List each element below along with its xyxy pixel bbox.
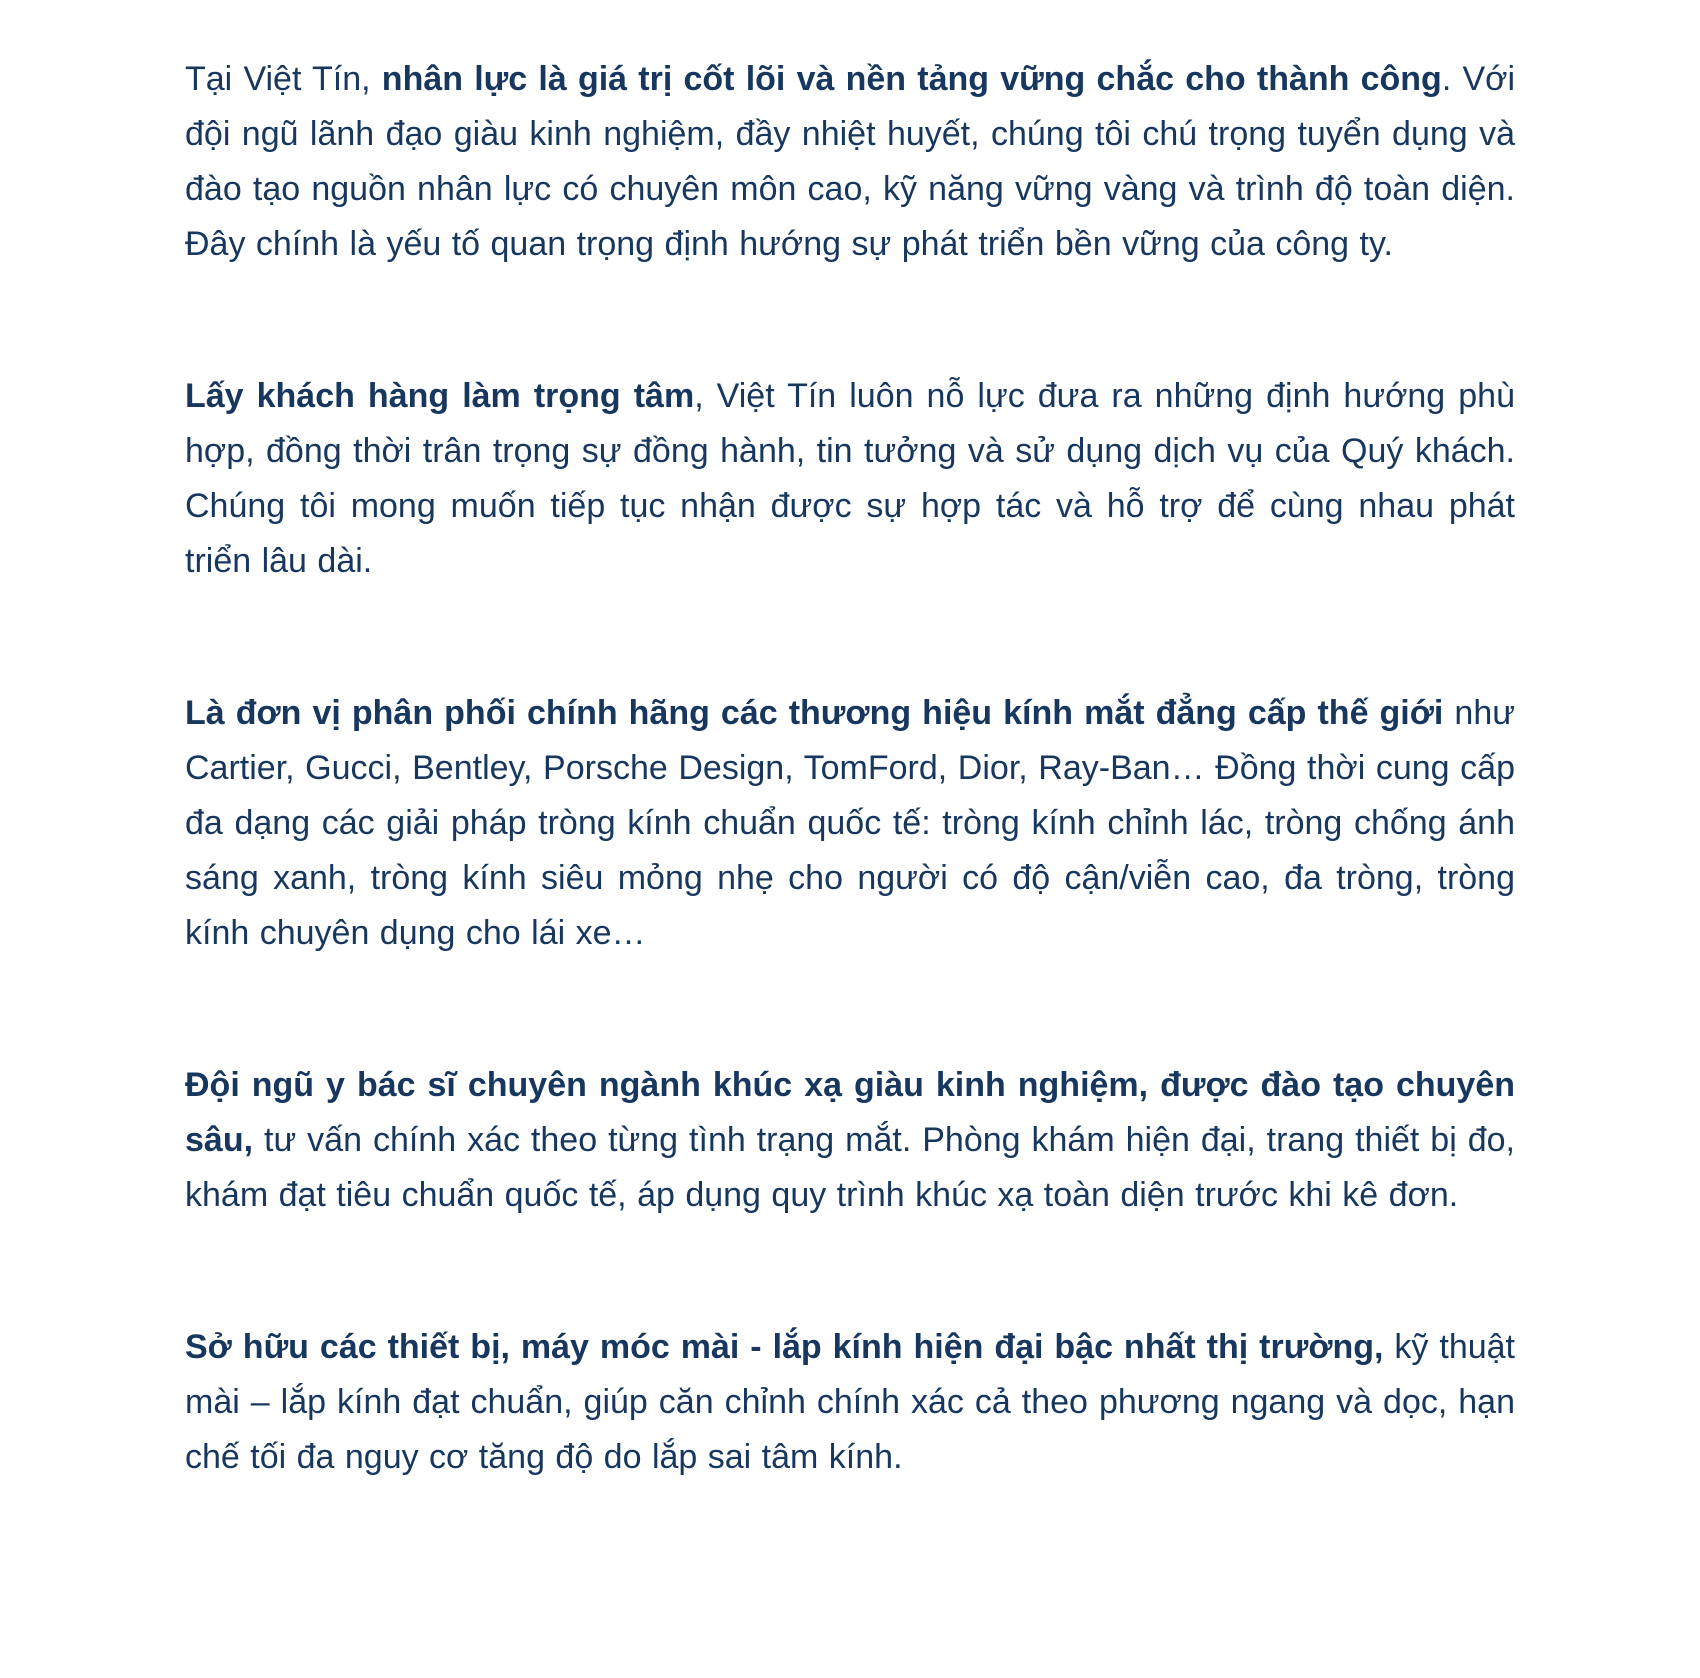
text-segment-1-1: Tại Việt Tín, (185, 60, 382, 98)
text-segment-2-2: , Việt Tín luôn nỗ lực đưa ra những định hướng phù hợp, đồng thời trân trọng sự đồng hành, tin tưởng và sử dụng dịch vụ của Quý khách. Chúng tôi mong muốn tiếp tục nhận được sự hợp tác và hỗ trợ để cùng nhau phát triển lâu dài. (185, 377, 1515, 580)
bold-text-segment-5-1: Sở hữu các thiết bị, máy móc mài - lắp kính hiện đại bậc nhất thị trường, (185, 1328, 1384, 1366)
bold-text-segment-2-1: Lấy khách hàng làm trọng tâm (185, 377, 695, 415)
bold-text-segment-3-1: Là đơn vị phân phối chính hãng các thương hiệu kính mắt đẳng cấp thế giới (185, 694, 1444, 732)
paragraph-4 (185, 1058, 1515, 1223)
paragraph-3 (185, 686, 1515, 961)
text-segment-4-2: tư vấn chính xác theo từng tình trạng mắt. Phòng khám hiện đại, trang thiết bị đo, khám đạt tiêu chuẩn quốc tế, áp dụng quy trình khúc xạ toàn diện trước khi kê đơn. (185, 1121, 1515, 1214)
paragraph-1 (185, 52, 1515, 272)
paragraph-5 (185, 1320, 1515, 1485)
paragraph-2 (185, 369, 1515, 589)
bold-text-segment-4-1: Đội ngũ y bác sĩ chuyên ngành khúc xạ giàu kinh nghiệm, được đào tạo chuyên sâu, (185, 1066, 1515, 1159)
text-segment-5-2: kỹ thuật mài – lắp kính đạt chuẩn, giúp căn chỉnh chính xác cả theo phương ngang và dọc, hạn chế tối đa nguy cơ tăng độ do lắp sai tâm kính. (185, 1328, 1516, 1476)
text-segment-1-3: . Với đội ngũ lãnh đạo giàu kinh nghiệm, đầy nhiệt huyết, chúng tôi chú trọng tuyển dụng và đào tạo nguồn nhân lực có chuyên môn cao, kỹ năng vững vàng và trình độ toàn diện. Đây chính là yếu tố quan trọng định hướng sự phát triển bền vững của công ty. (185, 60, 1516, 263)
text-segment-3-2: như Cartier, Gucci, Bentley, Porsche Design, TomFord, Dior, Ray-Ban… Đồng thời cung cấp đa dạng các giải pháp tròng kính chuẩn quốc tế: tròng kính chỉnh lác, tròng chống ánh sáng xanh, tròng kính siêu mỏng nhẹ cho người có độ cận/viễn cao, đa tròng, tròng kính chuyên dụng cho lái xe… (185, 694, 1516, 952)
bold-text-segment-1-2: nhân lực là giá trị cốt lõi và nền tảng vững chắc cho thành công (381, 60, 1442, 98)
paragraph-list (185, 52, 1515, 1485)
